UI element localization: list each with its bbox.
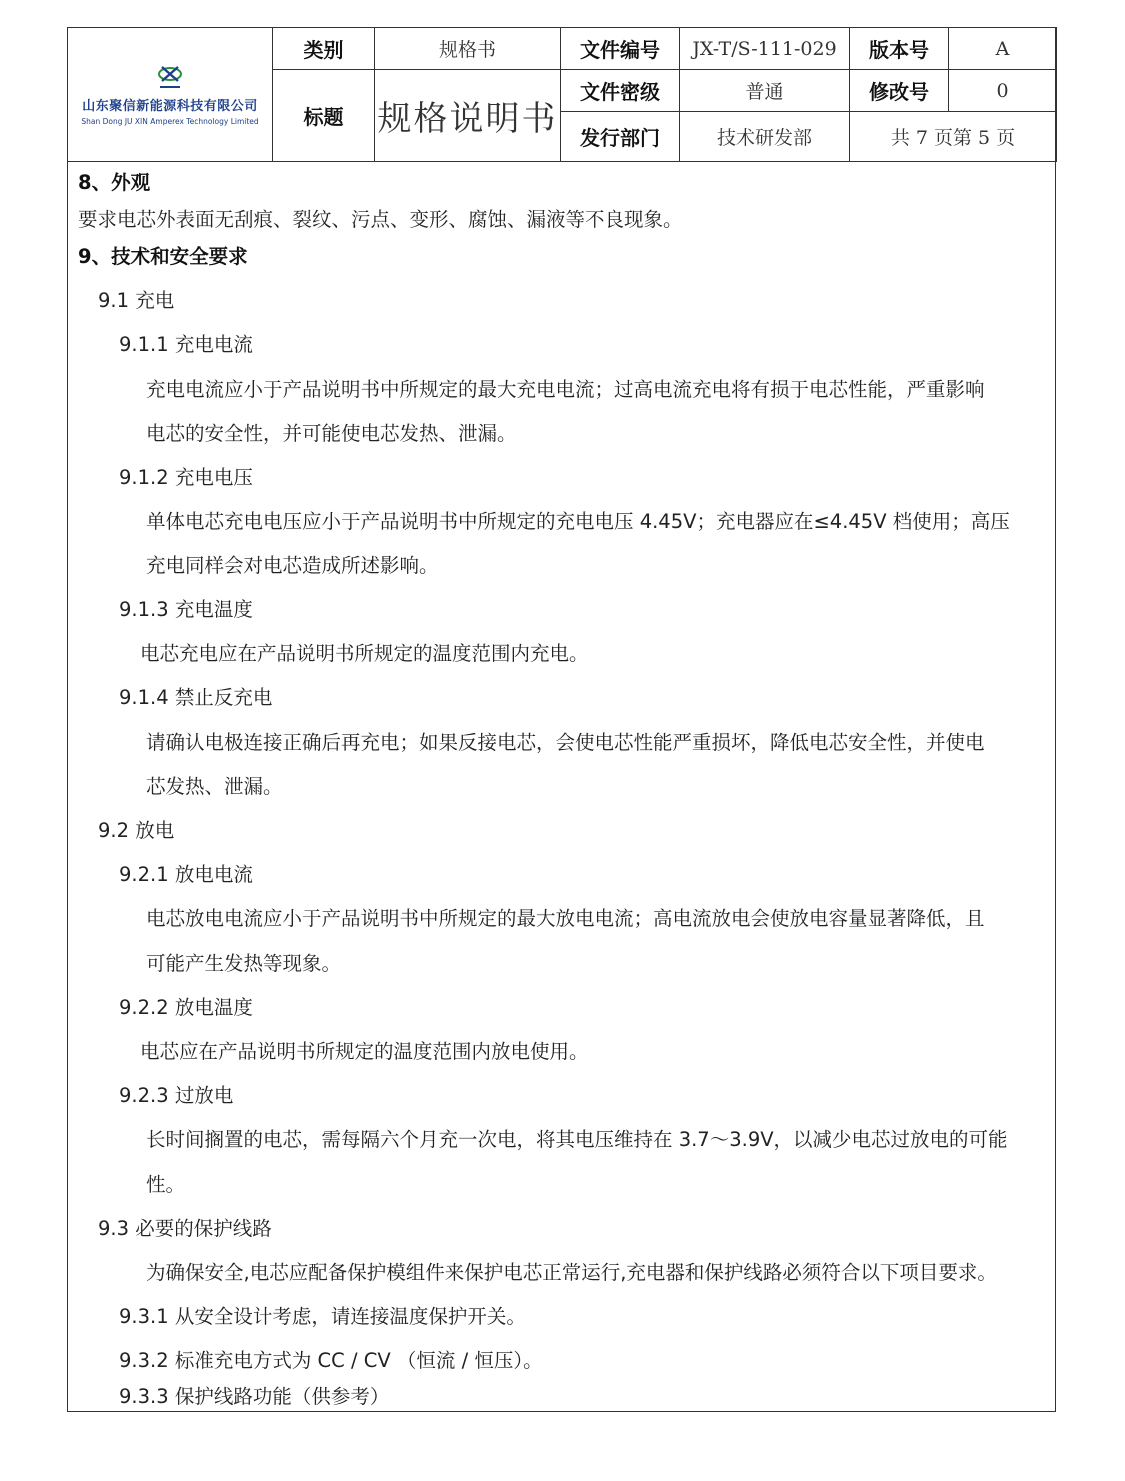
section-9-1-4-para-line2: 芯发热、泄漏。 xyxy=(146,775,283,798)
doc-number-value: JX-T/S-111-029 xyxy=(680,28,850,70)
company-name-en: Shan Dong JU XIN Amperex Technology Limited xyxy=(81,117,259,126)
section-9-1-4-heading: 9.1.4 禁止反充电 xyxy=(119,686,273,709)
section-9-3-para: 为确保安全,电芯应配备保护模组件来保护电芯正常运行,充电器和保护线路必须符合以下项目要求。 xyxy=(146,1261,997,1284)
department-value: 技术研发部 xyxy=(680,112,850,162)
section-9-2-2-heading: 9.2.2 放电温度 xyxy=(119,996,253,1019)
section-9-1-1-para-line2: 电芯的安全性，并可能使电芯发热、泄漏。 xyxy=(146,422,517,445)
section-9-2-3-para-line1: 长时间搁置的电芯，需每隔六个月充一次电，将其电压维持在 3.7～3.9V，以减少电芯过放电的可能 xyxy=(146,1128,1008,1151)
category-value: 规格书 xyxy=(375,28,561,70)
section-9-2-heading: 9.2 放电 xyxy=(98,819,175,842)
section-9-2-2-para: 电芯应在产品说明书所规定的温度范围内放电使用。 xyxy=(140,1040,589,1063)
section-9-heading: 9、技术和安全要求 xyxy=(78,245,248,268)
section-9-3-1-item: 9.3.1 从安全设计考虑，请连接温度保护开关。 xyxy=(119,1305,526,1328)
title-value: 规格说明书 xyxy=(375,70,561,162)
section-9-1-4-para-line1: 请确认电极连接正确后再充电；如果反接电芯，会使电芯性能严重损坏，降低电芯安全性，并使电 xyxy=(146,731,985,754)
section-8-text: 要求电芯外表面无刮痕、裂纹、污点、变形、腐蚀、漏液等不良现象。 xyxy=(78,208,683,231)
section-9-1-heading: 9.1 充电 xyxy=(98,289,175,312)
section-9-3-3-item: 9.3.3 保护线路功能（供参考） xyxy=(119,1385,390,1408)
section-9-2-3-para-line2: 性。 xyxy=(146,1173,186,1196)
section-8-heading: 8、外观 xyxy=(78,171,151,194)
revision-value: 0 xyxy=(949,70,1057,112)
section-9-1-1-heading: 9.1.1 充电电流 xyxy=(119,333,253,356)
section-9-1-2-para-line2: 充电同样会对电芯造成所述影响。 xyxy=(146,554,439,577)
version-value: A xyxy=(949,28,1057,70)
category-label: 类别 xyxy=(273,28,375,70)
department-label: 发行部门 xyxy=(561,112,680,162)
section-9-2-1-para-line1: 电芯放电电流应小于产品说明书中所规定的最大放电电流；高电流放电会使放电容量显著降低，且 xyxy=(146,907,985,930)
section-9-3-heading: 9.3 必要的保护线路 xyxy=(98,1217,272,1240)
section-9-3-2-item: 9.3.2 标准充电方式为 CC / CV （恒流 / 恒压）。 xyxy=(119,1349,543,1372)
version-label: 版本号 xyxy=(850,28,949,70)
section-9-1-2-para-line1: 单体电芯充电电压应小于产品说明书中所规定的充电电压 4.45V；充电器应在≤4.45V 档使用；高压 xyxy=(146,510,1010,533)
section-9-1-1-para-line1: 充电电流应小于产品说明书中所规定的最大充电电流；过高电流充电将有损于电芯性能，严重影响 xyxy=(146,378,985,401)
secrecy-label: 文件密级 xyxy=(561,70,680,112)
page-info: 共 7 页第 5 页 xyxy=(850,112,1057,162)
section-9-1-3-heading: 9.1.3 充电温度 xyxy=(119,598,253,621)
section-9-2-1-para-line2: 可能产生发热等现象。 xyxy=(146,952,342,975)
section-9-1-3-para: 电芯充电应在产品说明书所规定的温度范围内充电。 xyxy=(140,642,589,665)
title-label: 标题 xyxy=(273,70,375,162)
company-name-cn: 山东聚信新能源科技有限公司 xyxy=(82,99,258,114)
section-9-2-1-heading: 9.2.1 放电电流 xyxy=(119,863,253,886)
secrecy-value: 普通 xyxy=(680,70,850,112)
section-9-2-3-heading: 9.2.3 过放电 xyxy=(119,1084,234,1107)
section-9-1-2-heading: 9.1.2 充电电压 xyxy=(119,466,253,489)
revision-label: 修改号 xyxy=(850,70,949,112)
doc-number-label: 文件编号 xyxy=(561,28,680,70)
